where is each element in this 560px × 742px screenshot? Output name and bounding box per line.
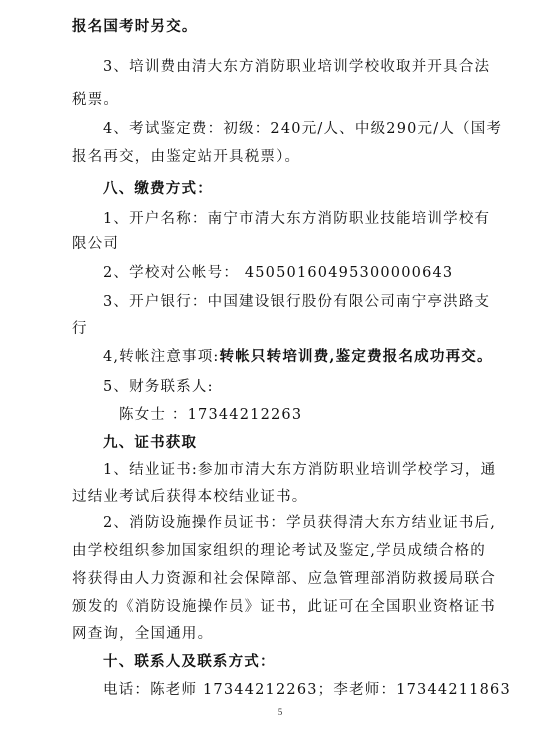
page-number: 5 [277, 707, 283, 717]
text-line: 颁发的《消防设施操作员》证书，此证可在全国职业资格证书 [72, 599, 496, 615]
section-heading: 九、证书获取 [103, 434, 198, 451]
text-line: 网查询，全国通用。 [72, 626, 214, 642]
text-line: 陈女士 ：17344212263 [119, 407, 303, 423]
text-line: 3、开户银行：中国建设银行股份有限公司南宁亭洪路支 [103, 294, 491, 310]
text-line: 2、学校对公帐号： 45050160495300000643 [103, 265, 454, 281]
text-line: 4、考试鉴定费：初级：240元/人、中级290元/人（国考 [103, 121, 503, 137]
text-line: 报名国考时另交。 [72, 18, 198, 35]
transfer-note-emphasis: 转帐只转培训费,鉴定费报名成功再交。 [219, 348, 493, 365]
text-line: 将获得由人力资源和社会保障部、应急管理部消防救援局联合 [72, 571, 496, 587]
text-line: 由学校组织参加国家组织的理论考试及鉴定,学员成绩合格的 [72, 543, 487, 559]
section-heading: 八、缴费方式： [103, 180, 213, 197]
text-line: 报名再交，由鉴定站开具税票）。 [72, 149, 301, 165]
text-line: 2、消防设施操作员证书：学员获得清大东方结业证书后, [103, 515, 497, 531]
text-line: 1、开户名称：南宁市清大东方消防职业技能培训学校有 [103, 211, 491, 227]
text-line: 过结业考试后获得本校结业证书。 [72, 489, 308, 505]
text-line: 税票。 [72, 92, 120, 108]
text-line: 行 [72, 321, 88, 337]
text-line [103, 347, 493, 367]
text-line: 电话：陈老师 17344212263；李老师：17344211863 [103, 682, 511, 698]
section-heading: 十、联系人及联系方式： [103, 653, 276, 670]
text-line: 限公司 [72, 236, 120, 252]
text-line: 5、财务联系人: [103, 379, 214, 395]
text-line: 3、培训费由清大东方消防职业培训学校收取并开具合法 [103, 59, 491, 75]
text-line: 1、结业证书:参加市清大东方消防职业培训学校学习，通 [103, 462, 497, 478]
transfer-note-label: 4,转帐注意事项: [103, 349, 220, 365]
